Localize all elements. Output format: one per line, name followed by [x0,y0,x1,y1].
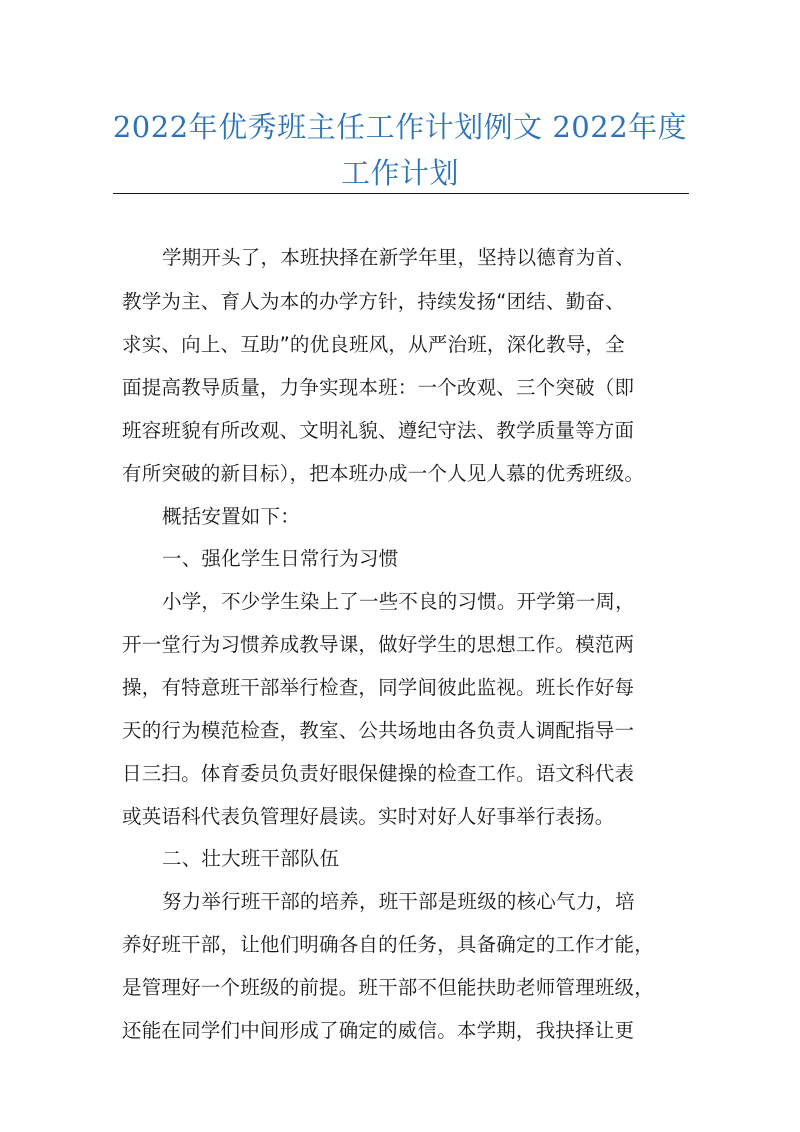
document-title [100,104,700,196]
paragraph-line: 天的行为模范检查，教室、公共场地由各负责人调配指导一 [122,719,635,742]
paragraph-line: 还能在同学们中间形成了确定的威信。本学期，我抉择让更 [122,1019,635,1042]
section-heading: 二、壮大班干部队伍 [162,847,340,870]
paragraph-line: 努力举行班干部的培养，班干部是班级的核心气力，培 [162,890,635,913]
paragraph-line: 小学，不少学生染上了一些不良的习惯。开学第一周， [162,590,635,613]
paragraph-line: 班容班貌有所改观、文明礼貌、遵纪守法、教学质量等方面 [122,419,635,442]
paragraph-line: 概括安置如下： [162,505,300,528]
section-heading: 一、强化学生日常行为习惯 [162,547,399,570]
title-line-2: 工作计划 [340,156,459,190]
paragraph-line: 操，有特意班干部举行检查，同学间彼此监视。班长作好每 [122,676,635,699]
paragraph-line: 开一堂行为习惯养成教导课，做好学生的思想工作。模范两 [122,633,635,656]
paragraph-line: 是管理好一个班级的前提。班干部不但能扶助老师管理班级， [122,976,654,999]
paragraph-line: 或英语科代表负管理好晨读。实时对好人好事举行表扬。 [122,805,615,828]
paragraph-line: 面提高教导质量，力争实现本班：一个改观、三个突破（即 [122,376,635,399]
title-underline [113,193,689,194]
paragraph-line: 求实、向上、互助”的优良班风，从严治班，深化教导，全 [122,333,625,356]
paragraph-line: 学期开头了，本班抉择在新学年里，坚持以德育为首、 [162,246,635,269]
paragraph-line: 养好班干部，让他们明确各自的任务，具备确定的工作才能， [122,933,654,956]
title-line-1: 2022年优秀班主任工作计划例文 2022年度 [112,110,688,144]
paragraph-line: 日三扫。体育委员负责好眼保健操的检查工作。语文科代表 [122,762,635,785]
paragraph-line: 教学为主、育人为本的办学方针，持续发扬“团结、勤奋、 [122,290,625,313]
paragraph-line: 有所突破的新目标），把本班办成一个人见人慕的优秀班级。 [122,462,645,485]
